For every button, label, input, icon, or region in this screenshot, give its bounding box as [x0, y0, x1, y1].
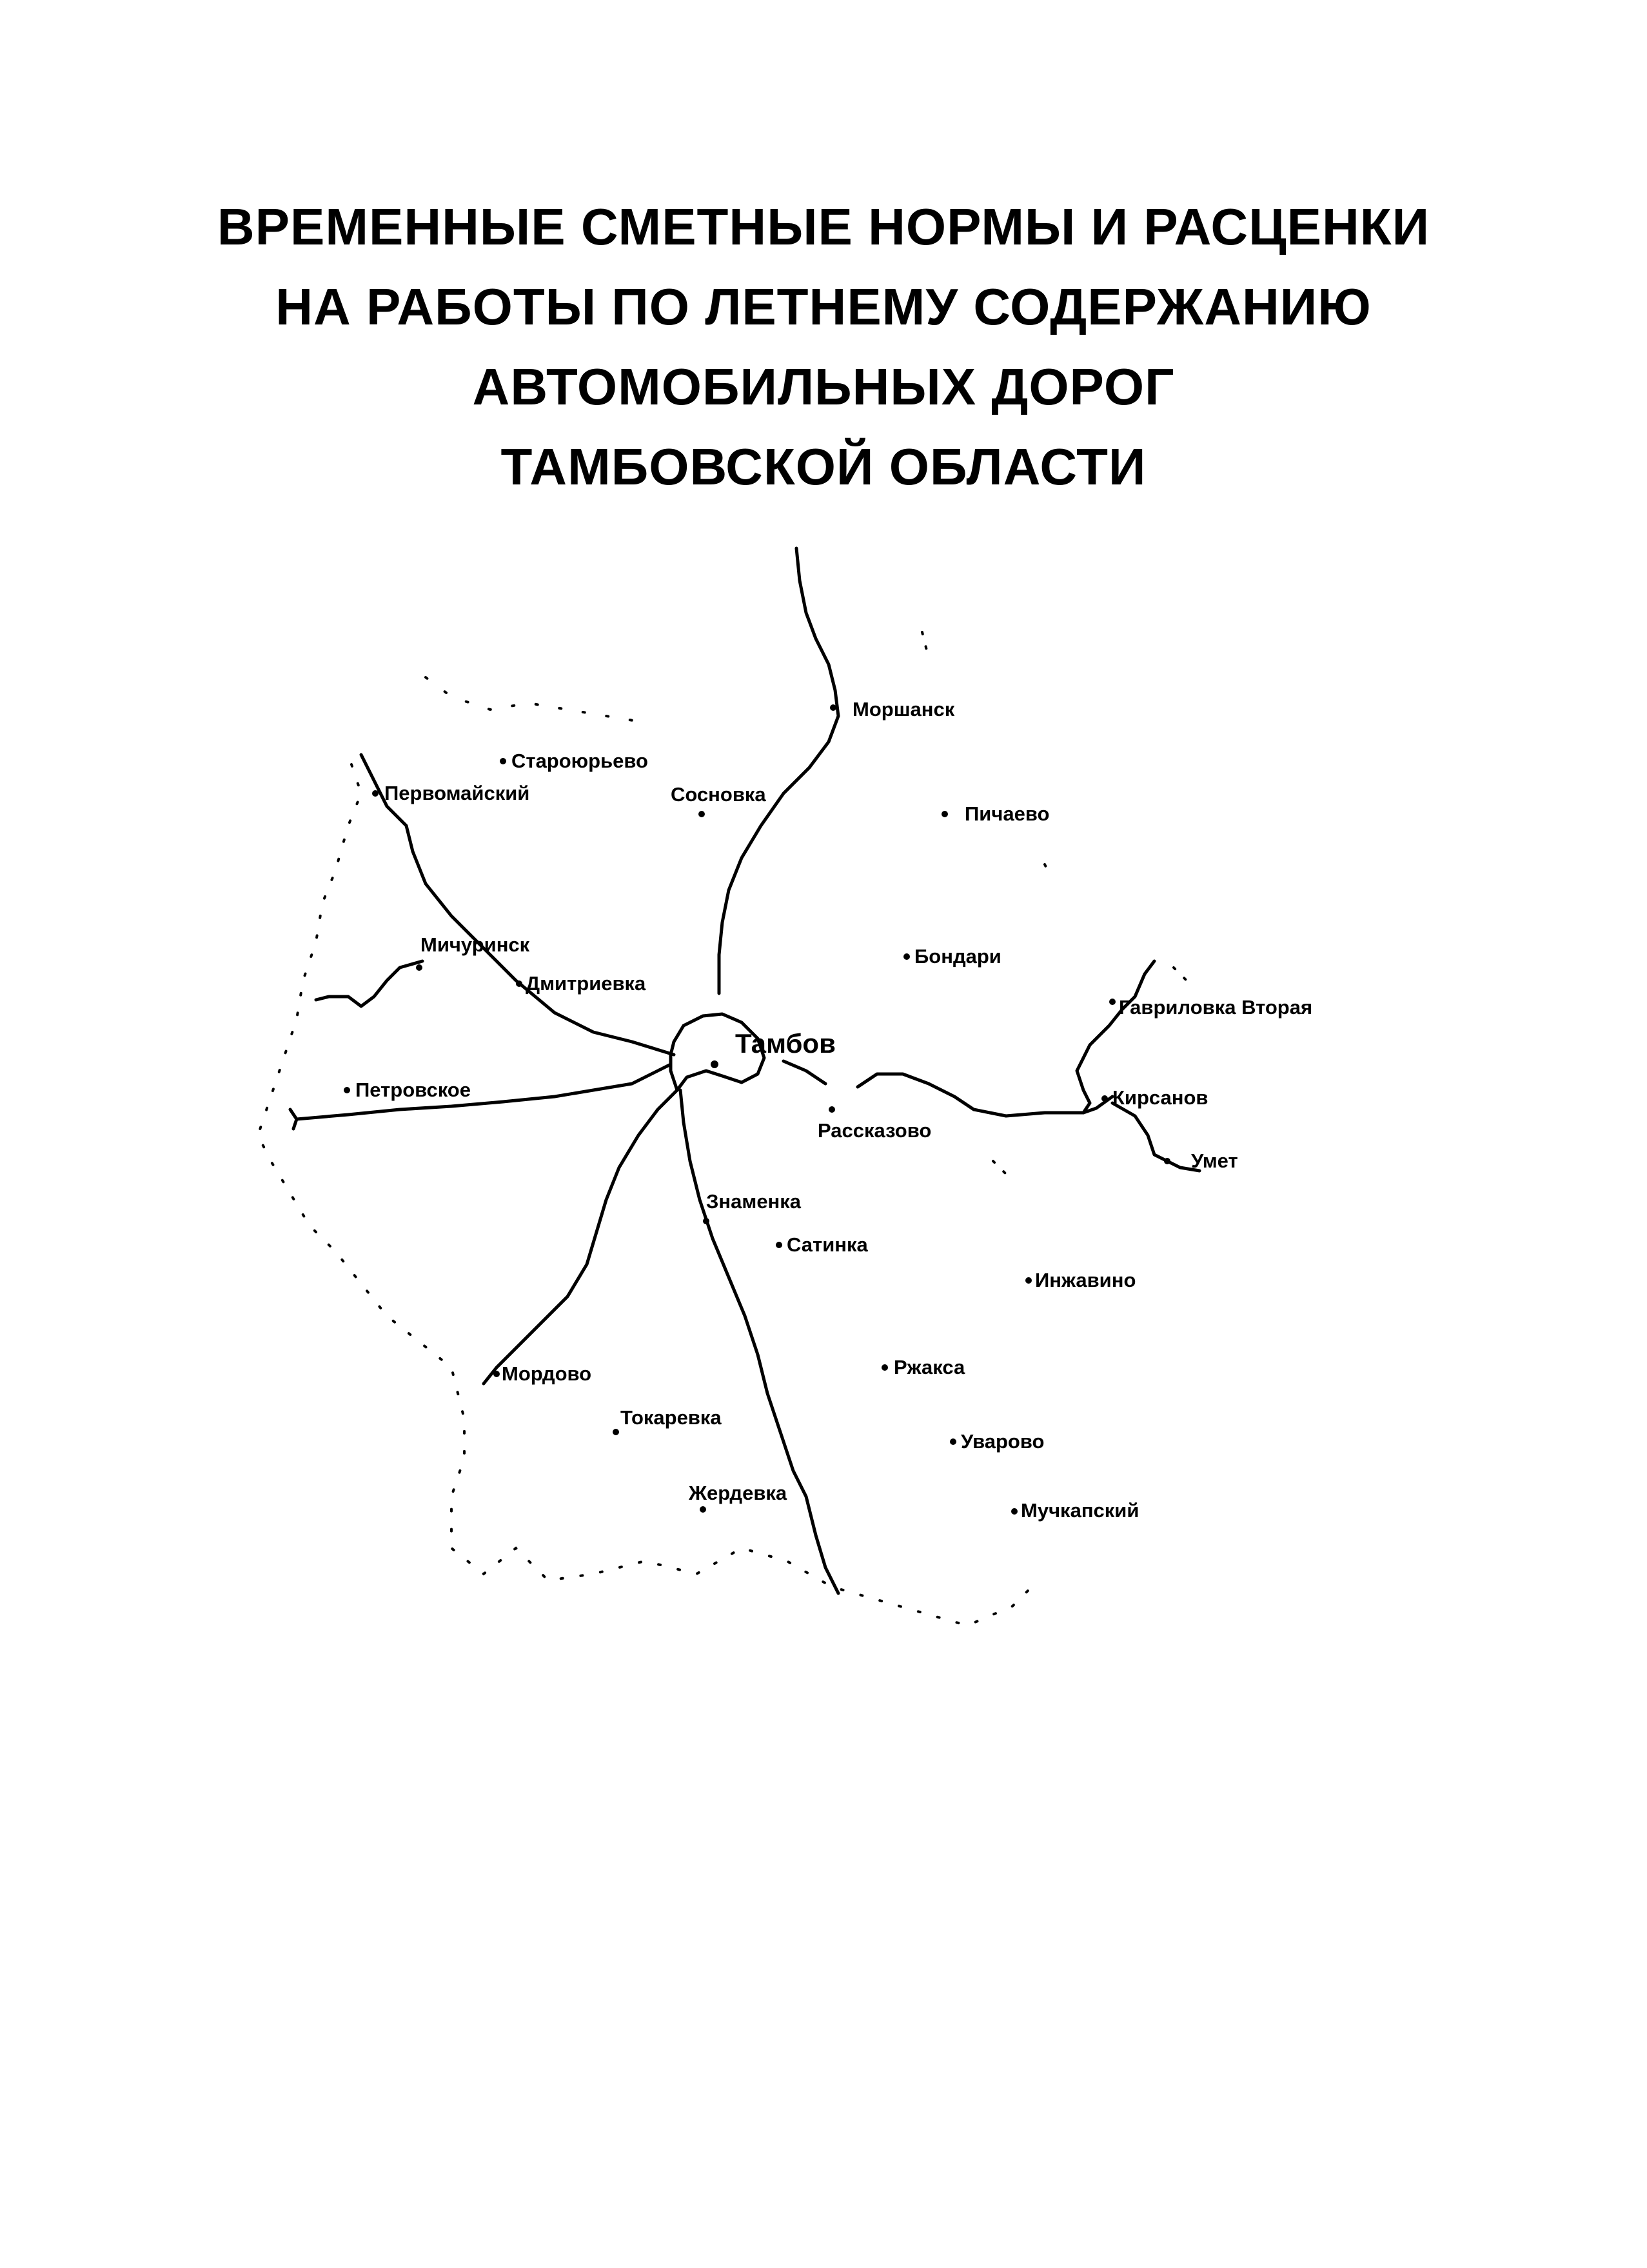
label-rasskazovo: Рассказово: [818, 1119, 932, 1142]
town-dot-bondari: [903, 953, 910, 960]
label-inzhavino: Инжавино: [1035, 1269, 1136, 1291]
town-dot-gavrilovka: [1109, 999, 1116, 1005]
label-pichaevo: Пичаево: [965, 802, 1050, 825]
title-line-2: НА РАБОТЫ ПО ЛЕТНЕМУ СОДЕРЖАНИЮ: [275, 278, 1372, 335]
label-dmitrievka: Дмитриевка: [526, 972, 646, 995]
road-tambov-zherdevka: [680, 1090, 838, 1593]
label-muchkapsky: Мучкапский: [1021, 1499, 1139, 1522]
label-uvarovo: Уварово: [961, 1430, 1045, 1453]
road-tambov-petrovskoe: [290, 1064, 671, 1129]
town-dots: [344, 704, 1170, 1515]
label-zherdevka: Жердевка: [689, 1482, 787, 1504]
label-michurinsk: Мичуринск: [420, 933, 530, 956]
title-line-3: АВТОМОБИЛЬНЫХ ДОРОГ: [472, 358, 1175, 415]
road-tambov-morshansk: [719, 548, 838, 993]
label-satinka: Сатинка: [787, 1233, 868, 1256]
label-rzhaksa: Ржакса: [894, 1356, 965, 1378]
road-kirsanov-umet: [1112, 1103, 1199, 1171]
town-dot-staroyuryevo: [500, 758, 506, 764]
road-tambov-rasskazovo: [784, 1061, 825, 1084]
town-dot-satinka: [776, 1242, 782, 1248]
town-dot-kirsanov: [1101, 1095, 1108, 1102]
town-dot-tokarevka: [613, 1429, 619, 1435]
road-rasskazovo-kirsanov: [858, 1074, 1112, 1116]
region-border-north: [426, 677, 645, 722]
label-mordovo: Мордово: [502, 1362, 592, 1385]
town-dot-mordovo: [493, 1371, 500, 1377]
town-dot-petrovskoe: [344, 1087, 350, 1093]
town-dot-dmitrievka: [516, 980, 522, 987]
label-tokarevka: Токаревка: [620, 1406, 722, 1429]
label-znamenka: Знаменка: [706, 1190, 802, 1213]
roads: [290, 548, 1199, 1593]
region-border: [258, 764, 1032, 1626]
label-staroyuryevo: Староюрьево: [511, 750, 648, 772]
town-dot-pervomaysky: [372, 790, 379, 797]
title-line-4: ТАМБОВСКОЙ ОБЛАСТИ: [500, 438, 1147, 495]
town-dot-znamenka: [703, 1218, 709, 1224]
label-bondari: Бондари: [914, 945, 1001, 968]
label-petrovskoe: Петровское: [355, 1079, 471, 1101]
town-dot-uvarovo: [950, 1438, 956, 1445]
label-pervomaysky: Первомайский: [384, 782, 530, 804]
town-dot-morshansk: [830, 704, 836, 711]
label-morshansk: Моршанск: [853, 698, 955, 721]
town-dot-sosnovka: [698, 811, 705, 817]
town-dot-zherdevka: [700, 1506, 706, 1513]
road-tambov-mordovo: [484, 1090, 677, 1384]
label-tambov: Тамбов: [735, 1028, 836, 1059]
title-line-1: ВРЕМЕННЫЕ СМЕТНЫЕ НОРМЫ И РАСЦЕНКИ: [217, 198, 1430, 255]
town-dot-pichaevo: [942, 811, 948, 817]
road-michurinsk-west: [316, 961, 422, 1006]
town-dot-tambov: [711, 1060, 718, 1068]
label-umet: Умет: [1191, 1149, 1238, 1172]
town-dot-rzhaksa: [882, 1364, 888, 1371]
label-kirsanov: Кирсанов: [1112, 1086, 1208, 1109]
town-dot-rasskazovo: [829, 1106, 835, 1113]
town-dot-michurinsk: [416, 964, 422, 971]
label-gavrilovka: Гавриловка Вторая: [1119, 996, 1313, 1019]
town-dot-muchkapsky: [1011, 1508, 1018, 1515]
label-sosnovka: Сосновка: [671, 783, 766, 806]
town-dot-inzhavino: [1025, 1277, 1032, 1284]
town-dot-umet: [1164, 1158, 1170, 1164]
